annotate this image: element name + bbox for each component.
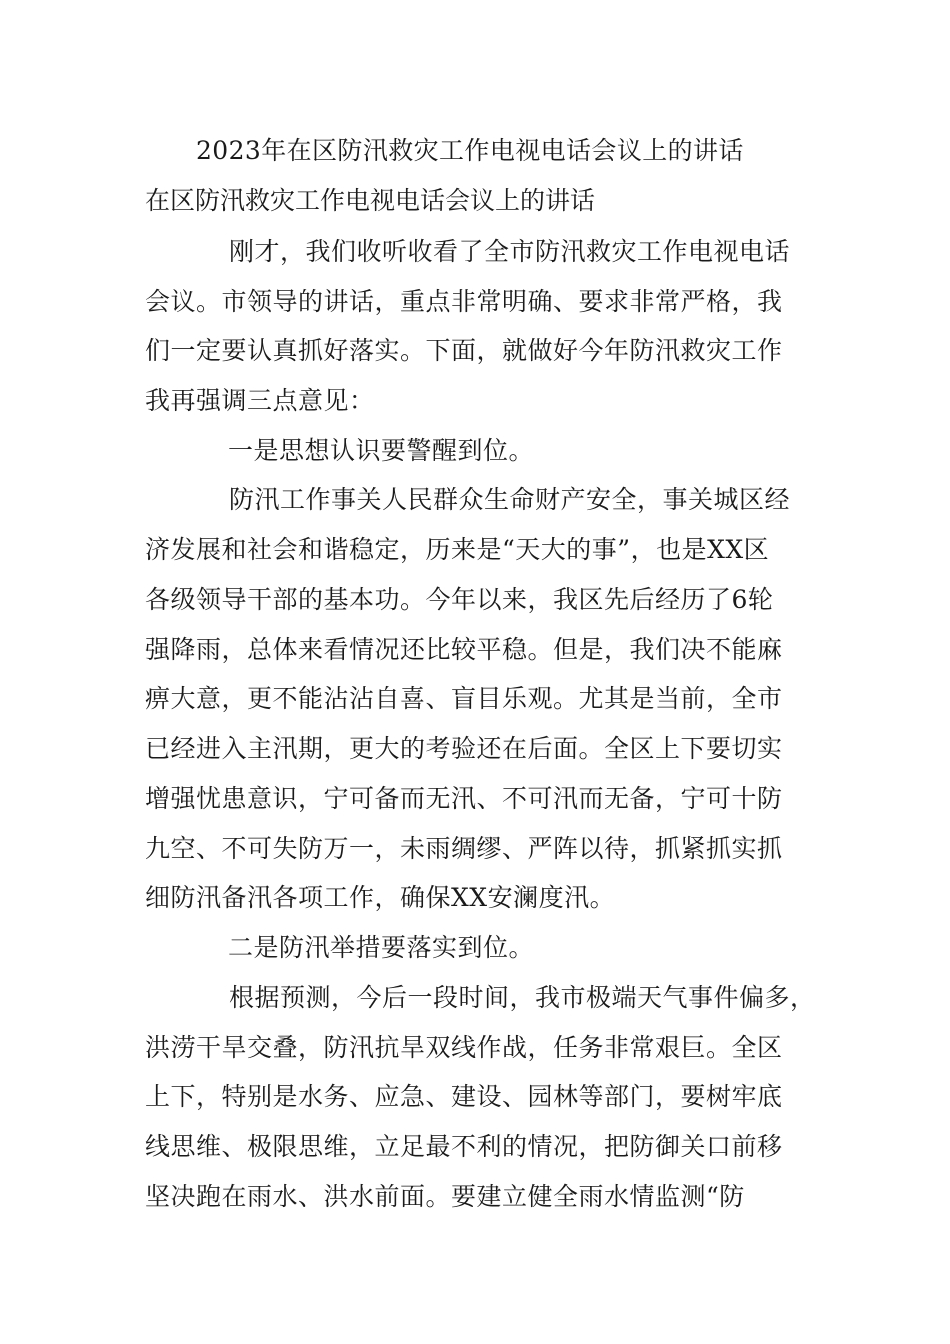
document-subtitle: 在区防汛救灾工作电视电话会议上的讲话 (145, 186, 596, 215)
paragraph-line: 根据预测，今后一段时间，我市极端天气事件偏多， (229, 983, 816, 1012)
document-title: 2023年在区防汛救灾工作电视电话会议上的讲话 (196, 136, 744, 165)
paragraph-line: 我再强调三点意见： (145, 386, 375, 415)
paragraph-line: 各级领导干部的基本功。今年以来，我区先后经历了6轮 (145, 585, 774, 614)
paragraph-line: 细防汛备汛各项工作，确保XX安澜度汛。 (145, 883, 616, 912)
paragraph-line: 线思维、极限思维，立足最不利的情况，把防御关口前移 (145, 1132, 783, 1161)
paragraph-line: 痹大意，更不能沾沾自喜、盲目乐观。尤其是当前，全市 (145, 684, 783, 713)
paragraph-line: 洪涝干旱交叠，防汛抗旱双线作战，任务非常艰巨。全区 (145, 1033, 783, 1062)
paragraph-line: 强降雨，总体来看情况还比较平稳。但是，我们决不能麻 (145, 635, 783, 664)
paragraph-line: 防汛工作事关人民群众生命财产安全，事关城区经 (229, 485, 791, 514)
paragraph-line: 上下，特别是水务、应急、建设、园林等部门，要树牢底 (145, 1082, 783, 1111)
paragraph-line: 增强忧患意识，宁可备而无汛、不可汛而无备，宁可十防 (145, 784, 783, 813)
paragraph-line: 刚才，我们收听收看了全市防汛救灾工作电视电话 (229, 237, 791, 266)
paragraph-line: 们一定要认真抓好落实。下面，就做好今年防汛救灾工作 (145, 336, 783, 365)
paragraph-line: 坚决跑在雨水、洪水前面。要建立健全雨水情监测“防 (145, 1182, 745, 1211)
section-heading: 一是思想认识要警醒到位。 (228, 436, 535, 465)
paragraph-line: 济发展和社会和谐稳定，历来是“天大的事”，也是XX区 (145, 535, 770, 564)
section-heading: 二是防汛举措要落实到位。 (228, 933, 535, 962)
paragraph-line: 已经进入主汛期，更大的考验还在后面。全区上下要切实 (145, 734, 783, 763)
paragraph-line: 会议。市领导的讲话，重点非常明确、要求非常严格，我 (145, 287, 783, 316)
paragraph-line: 九空、不可失防万一，未雨绸缪、严阵以待，抓紧抓实抓 (145, 834, 783, 863)
